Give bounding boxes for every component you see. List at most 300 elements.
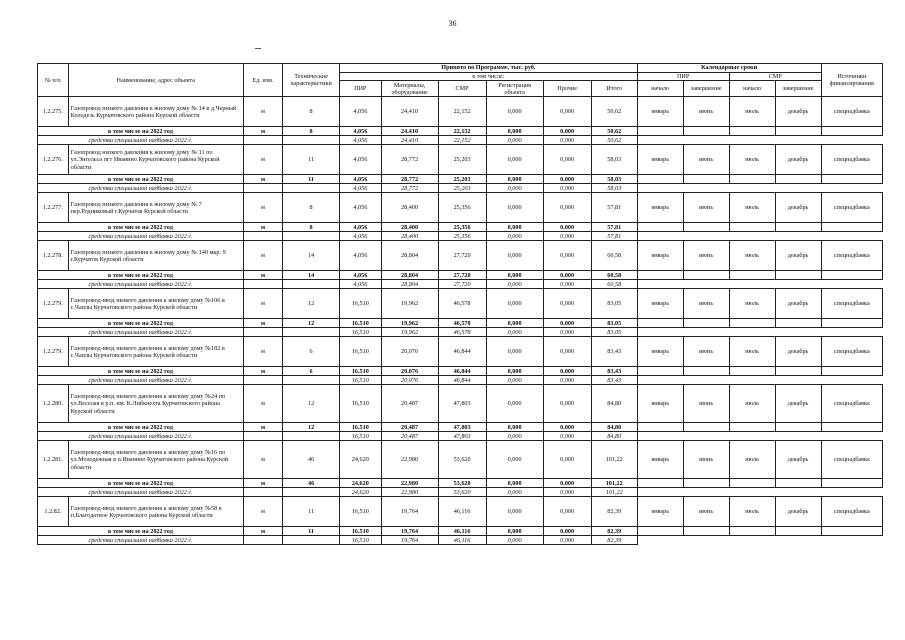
other-cell: 0,000 (543, 136, 591, 145)
funds-label: средства специальной надбавки 2022 г. (38, 136, 244, 145)
smr-cell: 47,803 (438, 432, 486, 441)
empty-cell (283, 184, 340, 193)
registration-cell: 0,000 (486, 136, 543, 145)
year-total-label: в том числе на 2022 год (38, 223, 244, 232)
empty-cell (637, 127, 683, 136)
smr-start-cell: июль (729, 193, 775, 223)
empty-cell (283, 280, 340, 289)
pir-cell: 16,510 (340, 497, 382, 527)
row-number: 1.2.278. (38, 241, 69, 271)
other-cell: 0,000 (543, 367, 591, 376)
object-row (38, 241, 883, 271)
registration-cell: 0,000 (486, 488, 543, 497)
empty-cell (637, 423, 683, 432)
smr-cell: 46,116 (438, 527, 486, 536)
funds-label: средства специальной надбавки 2022 г. (38, 488, 244, 497)
registration-cell: 0,000 (486, 175, 543, 184)
empty-cell (637, 488, 683, 497)
tech-cell: 11 (283, 145, 340, 175)
unit-cell: м (243, 175, 282, 184)
empty-cell (775, 367, 821, 376)
tech-cell: 8 (283, 127, 340, 136)
empty-cell (683, 184, 729, 193)
total-cell: 101,22 (591, 479, 637, 488)
year-total-label: в том числе на 2022 год (38, 527, 244, 536)
row-number: 1.2.280. (38, 385, 69, 423)
materials-cell: 20,076 (381, 376, 438, 385)
smr-start-cell: июль (729, 145, 775, 175)
page-number: 36 (448, 19, 457, 28)
empty-cell (775, 319, 821, 328)
smr-start-cell: июль (729, 337, 775, 367)
header-total: Итого (591, 81, 637, 97)
empty-cell (683, 376, 729, 385)
empty-cell (729, 536, 775, 545)
header-name: Наименование, адрес объекта (68, 64, 243, 97)
pir-cell: 4,056 (340, 232, 382, 241)
program-table (37, 63, 883, 545)
funds-row (38, 488, 883, 497)
row-number: 1.2.82. (38, 497, 69, 527)
materials-cell: 28,804 (381, 271, 438, 280)
other-cell: 0,000 (543, 337, 591, 367)
unit-cell: м (243, 127, 282, 136)
smr-start-cell: июль (729, 385, 775, 423)
smr-cell: 25,203 (438, 184, 486, 193)
year-total-label: в том числе на 2022 год (38, 319, 244, 328)
empty-cell (283, 432, 340, 441)
registration-cell: 0,000 (486, 193, 543, 223)
header-other: Прочие (543, 81, 591, 97)
tech-cell: 6 (283, 337, 340, 367)
empty-cell (821, 280, 882, 289)
pir-cell: 16,510 (340, 328, 382, 337)
pir-cell: 16,510 (340, 337, 382, 367)
materials-cell: 24,410 (381, 127, 438, 136)
registration-cell: 0,000 (486, 232, 543, 241)
empty-cell (729, 423, 775, 432)
materials-cell: 20,487 (381, 432, 438, 441)
materials-cell: 28,400 (381, 232, 438, 241)
pir-cell: 24,620 (340, 441, 382, 479)
pir-cell: 4,056 (340, 241, 382, 271)
smr-cell: 46,116 (438, 536, 486, 545)
empty-cell (683, 136, 729, 145)
unit-cell: м (243, 271, 282, 280)
empty-cell (637, 527, 683, 536)
empty-cell (637, 280, 683, 289)
registration-cell: 0,000 (486, 441, 543, 479)
other-cell: 0,000 (543, 241, 591, 271)
header-start-smr: начало (729, 81, 775, 97)
registration-cell: 0,000 (486, 479, 543, 488)
smr-end-cell: декабрь (775, 289, 821, 319)
empty-cell (821, 223, 882, 232)
tech-cell: 12 (283, 423, 340, 432)
table-header (38, 64, 883, 97)
unit-cell: м (243, 385, 282, 423)
funds-row (38, 328, 883, 337)
unit-cell: м (243, 497, 282, 527)
total-cell: 50,62 (591, 127, 637, 136)
object-row (38, 337, 883, 367)
total-cell: 83,05 (591, 289, 637, 319)
empty-cell (729, 184, 775, 193)
object-name: Газопровод низкого давления к жилому дому № 14 в д.Черный Колодезь Курчатовского района Курской области (68, 97, 243, 127)
header-pir: ПИР (340, 81, 382, 97)
year-total-row (38, 479, 883, 488)
pir-start-cell: январь (637, 497, 683, 527)
empty-cell (729, 271, 775, 280)
materials-cell: 20,487 (381, 385, 438, 423)
other-cell: 0,000 (543, 175, 591, 184)
empty-cell (283, 488, 340, 497)
other-cell: 0,000 (543, 232, 591, 241)
empty-cell (821, 423, 882, 432)
other-cell: 0,000 (543, 328, 591, 337)
empty-cell (821, 271, 882, 280)
pir-end-cell: июнь (683, 385, 729, 423)
empty-cell (243, 328, 282, 337)
header-finish: завершение (683, 81, 729, 97)
funds-label: средства специальной надбавки 2022 г. (38, 232, 244, 241)
empty-cell (821, 184, 882, 193)
table-body (38, 97, 883, 545)
empty-cell (729, 527, 775, 536)
empty-cell (637, 367, 683, 376)
other-cell: 0,000 (543, 223, 591, 232)
empty-cell (775, 423, 821, 432)
empty-cell (775, 432, 821, 441)
funds-label: средства специальной надбавки 2022 г. (38, 280, 244, 289)
pir-cell: 4,056 (340, 193, 382, 223)
unit-cell: м (243, 193, 282, 223)
registration-cell: 0,000 (486, 376, 543, 385)
source-cell: спецнадбавка (821, 241, 882, 271)
pir-cell: 4,056 (340, 127, 382, 136)
smr-cell: 46,844 (438, 376, 486, 385)
pir-end-cell: июнь (683, 241, 729, 271)
empty-cell (821, 479, 882, 488)
total-cell: 83,05 (591, 328, 637, 337)
total-cell: 58,03 (591, 145, 637, 175)
smr-cell: 22,152 (438, 97, 486, 127)
empty-cell (821, 136, 882, 145)
header-cal-pir: ПИР (637, 73, 729, 81)
year-total-row (38, 367, 883, 376)
tech-cell: 11 (283, 175, 340, 184)
other-cell: 0,000 (543, 127, 591, 136)
total-cell: 58,03 (591, 184, 637, 193)
registration-cell: 0,000 (486, 271, 543, 280)
materials-cell: 20,076 (381, 367, 438, 376)
tech-cell: 8 (283, 97, 340, 127)
separator-mark (255, 48, 261, 49)
materials-cell: 22,980 (381, 441, 438, 479)
pir-end-cell: июнь (683, 337, 729, 367)
empty-cell (775, 479, 821, 488)
empty-cell (729, 328, 775, 337)
materials-cell: 28,804 (381, 280, 438, 289)
empty-cell (775, 328, 821, 337)
smr-cell: 25,356 (438, 193, 486, 223)
empty-cell (775, 184, 821, 193)
object-row (38, 441, 883, 479)
pir-cell: 16,510 (340, 423, 382, 432)
pir-start-cell: январь (637, 241, 683, 271)
empty-cell (821, 432, 882, 441)
unit-cell: м (243, 367, 282, 376)
empty-cell (243, 280, 282, 289)
pir-cell: 4,056 (340, 184, 382, 193)
pir-start-cell: январь (637, 385, 683, 423)
unit-cell: м (243, 97, 282, 127)
empty-cell (283, 376, 340, 385)
tech-cell: 6 (283, 367, 340, 376)
funds-label: средства специальной надбавки 2022 г. (38, 536, 244, 545)
source-cell: спецнадбавка (821, 193, 882, 223)
empty-cell (637, 223, 683, 232)
funds-row (38, 280, 883, 289)
smr-cell: 27,720 (438, 271, 486, 280)
empty-cell (775, 488, 821, 497)
empty-cell (821, 319, 882, 328)
empty-cell (637, 328, 683, 337)
pir-cell: 16,510 (340, 385, 382, 423)
header-accepted: Принято по Программе, тыс. руб. (340, 64, 638, 73)
empty-cell (243, 136, 282, 145)
pir-cell: 24,620 (340, 488, 382, 497)
empty-cell (775, 232, 821, 241)
funds-label: средства специальной надбавки 2022 г. (38, 184, 244, 193)
pir-start-cell: январь (637, 97, 683, 127)
empty-cell (637, 136, 683, 145)
object-name: Газопровод-ввод низкого давления к жилому дому №16 по ул.Молодежная в п.Иванино Курчатовского района Курской области (68, 441, 243, 479)
funds-row (38, 432, 883, 441)
year-total-row (38, 127, 883, 136)
total-cell: 83,43 (591, 367, 637, 376)
pir-end-cell: июнь (683, 193, 729, 223)
empty-cell (775, 223, 821, 232)
smr-start-cell: июль (729, 289, 775, 319)
smr-cell: 22,152 (438, 136, 486, 145)
unit-cell: м (243, 145, 282, 175)
pir-end-cell: июнь (683, 497, 729, 527)
empty-cell (283, 136, 340, 145)
other-cell: 0,000 (543, 376, 591, 385)
smr-end-cell: декабрь (775, 497, 821, 527)
empty-cell (637, 232, 683, 241)
pir-cell: 16,510 (340, 536, 382, 545)
pir-cell: 4,056 (340, 97, 382, 127)
total-cell: 57,81 (591, 232, 637, 241)
header-calendar: Календарные сроки (637, 64, 821, 73)
empty-cell (729, 319, 775, 328)
empty-cell (821, 367, 882, 376)
empty-cell (729, 280, 775, 289)
smr-start-cell: июль (729, 97, 775, 127)
year-total-row (38, 175, 883, 184)
registration-cell: 0,000 (486, 223, 543, 232)
empty-cell (683, 432, 729, 441)
object-name: Газопровод-ввод низкого давления к жилому дому №58 в п.Благодатное Курчатовского района Курской области (68, 497, 243, 527)
row-number: 1.2.279. (38, 289, 69, 319)
registration-cell: 0,000 (486, 536, 543, 545)
object-name: Газопровод-ввод низкого давления к жилому дому №106 в с.Чаплы Курчатовского района Курской области (68, 289, 243, 319)
smr-cell: 53,620 (438, 479, 486, 488)
tech-cell: 8 (283, 223, 340, 232)
materials-cell: 28,772 (381, 184, 438, 193)
header-materials: Материалы, оборудование (381, 81, 438, 97)
year-total-label: в том числе на 2022 год (38, 367, 244, 376)
pir-cell: 4,056 (340, 280, 382, 289)
empty-cell (283, 328, 340, 337)
empty-cell (243, 376, 282, 385)
other-cell: 0,000 (543, 479, 591, 488)
header-finish-smr: завершение (775, 81, 821, 97)
total-cell: 84,80 (591, 432, 637, 441)
smr-end-cell: декабрь (775, 145, 821, 175)
total-cell: 83,43 (591, 337, 637, 367)
empty-cell (637, 536, 683, 545)
tech-cell: 8 (283, 193, 340, 223)
empty-cell (821, 232, 882, 241)
header-num: № п/п (38, 64, 69, 97)
row-number: 1.2.275. (38, 97, 69, 127)
empty-cell (637, 432, 683, 441)
empty-cell (729, 127, 775, 136)
materials-cell: 19,764 (381, 536, 438, 545)
smr-cell: 53,620 (438, 441, 486, 479)
pir-start-cell: январь (637, 441, 683, 479)
smr-cell: 46,844 (438, 337, 486, 367)
other-cell: 0,000 (543, 488, 591, 497)
registration-cell: 0,000 (486, 145, 543, 175)
total-cell: 57,81 (591, 223, 637, 232)
materials-cell: 19,764 (381, 527, 438, 536)
pir-cell: 4,056 (340, 271, 382, 280)
source-cell: спецнадбавка (821, 97, 882, 127)
total-cell: 101,22 (591, 441, 637, 479)
pir-cell: 16,510 (340, 376, 382, 385)
empty-cell (821, 175, 882, 184)
empty-cell (683, 319, 729, 328)
materials-cell: 24,410 (381, 136, 438, 145)
registration-cell: 0,000 (486, 527, 543, 536)
funds-row (38, 232, 883, 241)
materials-cell: 28,772 (381, 175, 438, 184)
year-total-row (38, 527, 883, 536)
tech-cell: 12 (283, 319, 340, 328)
total-cell: 82,39 (591, 497, 637, 527)
source-cell: спецнадбавка (821, 441, 882, 479)
empty-cell (821, 488, 882, 497)
empty-cell (243, 232, 282, 241)
empty-cell (729, 376, 775, 385)
object-name: Газопровод низкого давления к жилому дому № 7 пер.Родниковый г.Курчатов Курской области (68, 193, 243, 223)
funds-label: средства специальной надбавки 2022 г. (38, 376, 244, 385)
pir-start-cell: январь (637, 289, 683, 319)
registration-cell: 0,000 (486, 97, 543, 127)
other-cell: 0,000 (543, 319, 591, 328)
row-number: 1.2.281. (38, 441, 69, 479)
year-total-label: в том числе на 2022 год (38, 271, 244, 280)
unit-cell: м (243, 441, 282, 479)
funds-row (38, 376, 883, 385)
empty-cell (637, 175, 683, 184)
empty-cell (683, 271, 729, 280)
other-cell: 0,000 (543, 145, 591, 175)
tech-cell: 11 (283, 527, 340, 536)
total-cell: 57,81 (591, 193, 637, 223)
registration-cell: 0,000 (486, 280, 543, 289)
materials-cell: 28,772 (381, 145, 438, 175)
empty-cell (775, 127, 821, 136)
empty-cell (683, 175, 729, 184)
materials-cell: 22,980 (381, 479, 438, 488)
total-cell: 84,80 (591, 385, 637, 423)
empty-cell (775, 376, 821, 385)
smr-cell: 22,152 (438, 127, 486, 136)
pir-cell: 4,056 (340, 175, 382, 184)
smr-end-cell: декабрь (775, 97, 821, 127)
empty-cell (683, 232, 729, 241)
empty-cell (283, 232, 340, 241)
header-tech: Технические характеристики (283, 64, 340, 97)
empty-cell (821, 328, 882, 337)
registration-cell: 0,000 (486, 497, 543, 527)
other-cell: 0,000 (543, 423, 591, 432)
tech-cell: 12 (283, 385, 340, 423)
funds-label: средства специальной надбавки 2022 г. (38, 328, 244, 337)
header-start: начало (637, 81, 683, 97)
empty-cell (637, 319, 683, 328)
tech-cell: 46 (283, 441, 340, 479)
registration-cell: 0,000 (486, 289, 543, 319)
materials-cell: 19,962 (381, 328, 438, 337)
header-smr: СМР (438, 81, 486, 97)
pir-cell: 4,056 (340, 223, 382, 232)
object-row (38, 97, 883, 127)
smr-cell: 25,203 (438, 145, 486, 175)
other-cell: 0,000 (543, 432, 591, 441)
pir-start-cell: январь (637, 337, 683, 367)
empty-cell (775, 280, 821, 289)
source-cell: спецнадбавка (821, 289, 882, 319)
empty-cell (243, 184, 282, 193)
empty-cell (729, 223, 775, 232)
smr-cell: 27,720 (438, 280, 486, 289)
empty-cell (683, 280, 729, 289)
pir-cell: 16,510 (340, 289, 382, 319)
total-cell: 83,05 (591, 319, 637, 328)
unit-cell: м (243, 527, 282, 536)
year-total-row (38, 319, 883, 328)
empty-cell (637, 376, 683, 385)
object-row (38, 385, 883, 423)
pir-end-cell: июнь (683, 145, 729, 175)
smr-cell: 47,803 (438, 385, 486, 423)
empty-cell (283, 536, 340, 545)
smr-end-cell: декабрь (775, 193, 821, 223)
materials-cell: 28,400 (381, 223, 438, 232)
smr-start-cell: июль (729, 497, 775, 527)
total-cell: 50,62 (591, 97, 637, 127)
smr-cell: 25,203 (438, 175, 486, 184)
pir-end-cell: июнь (683, 441, 729, 479)
other-cell: 0,000 (543, 193, 591, 223)
year-total-label: в том числе на 2022 год (38, 127, 244, 136)
